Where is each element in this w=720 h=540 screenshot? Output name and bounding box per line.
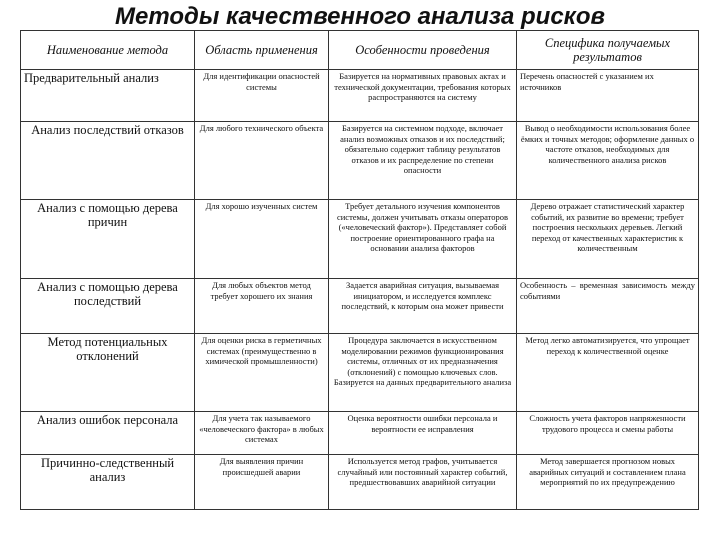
method-results: Метод завершается прогнозом новых аварийных ситуаций и составлением плана мероприятий по их предупреждению bbox=[517, 455, 699, 510]
table-row bbox=[21, 334, 699, 412]
method-features: Задается аварийная ситуация, вызываемая инициатором, и исследуется комплекс последствий, к которым она может привести bbox=[329, 279, 517, 334]
table-row bbox=[21, 279, 699, 334]
method-results: Сложность учета факторов напряженности трудового процесса и смены работы bbox=[517, 412, 699, 455]
application-area: Для любого технического объекта bbox=[195, 122, 329, 200]
application-area: Для хорошо изученных систем bbox=[195, 200, 329, 279]
application-area: Для любых объектов метод требует хорошего их знания bbox=[195, 279, 329, 334]
table-header-row bbox=[21, 31, 699, 70]
method-results: Перечень опасностей с указанием их источников bbox=[517, 70, 699, 122]
table-row bbox=[21, 455, 699, 510]
method-name: Предварительный анализ bbox=[21, 70, 195, 122]
header-results: Специфика получаемых результатов bbox=[517, 31, 699, 70]
method-name: Анализ последствий отказов bbox=[21, 122, 195, 200]
method-results: Вывод о необходимости использования более ёмких и точных методов; оформление данных о частоте отказов, необходимых для количественного анализа рисков bbox=[517, 122, 699, 200]
application-area: Для учета так называемого «человеческого фактора» в любых системах bbox=[195, 412, 329, 455]
method-features: Базируется на нормативных правовых актах и технической документации, требования которых распространяются на систему bbox=[329, 70, 517, 122]
header-features: Особенности проведения bbox=[329, 31, 517, 70]
methods-table bbox=[20, 30, 699, 510]
table-row bbox=[21, 70, 699, 122]
method-name: Анализ ошибок персонала bbox=[21, 412, 195, 455]
application-area: Для оценки риска в герметичных системах (преимущественно в химической промышленности) bbox=[195, 334, 329, 412]
method-features: Используется метод графов, учитывается случайный или постоянный характер событий, предшествовавших аварийной ситуации bbox=[329, 455, 517, 510]
header-method-name: Наименование метода bbox=[21, 31, 195, 70]
method-name: Метод потенциальных отклонений bbox=[21, 334, 195, 412]
application-area: Для идентификации опасностей системы bbox=[195, 70, 329, 122]
table-row bbox=[21, 200, 699, 279]
method-features: Процедура заключается в искусственном моделировании режимов функционирования системы, отличных от их предназначения (отклонений) с помощью ключевых слов. Базируется на данных предварительного анализа bbox=[329, 334, 517, 412]
method-name: Анализ с помощью дерева причин bbox=[21, 200, 195, 279]
page-title: Методы качественного анализа рисков bbox=[115, 3, 605, 30]
method-name: Причинно-следственный анализ bbox=[21, 455, 195, 510]
method-features: Оценка вероятности ошибки персонала и вероятности ее исправления bbox=[329, 412, 517, 455]
header-application-area: Область применения bbox=[195, 31, 329, 70]
table-row bbox=[21, 122, 699, 200]
method-results: Метод легко автоматизируется, что упрощает переход к количественной оценке bbox=[517, 334, 699, 412]
method-features: Требует детального изучения компонентов системы, должен учитывать отказы операторов («человеческий фактор»). Представляет собой построение ориентированного графа на основании анализа факторов bbox=[329, 200, 517, 279]
method-results: Особенность – временная зависимость между событиями bbox=[517, 279, 699, 334]
method-name: Анализ с помощью дерева последствий bbox=[21, 279, 195, 334]
application-area: Для выявления причин происшедшей аварии bbox=[195, 455, 329, 510]
method-features: Базируется на системном подходе, включает анализ возможных отказов и их последствий; обязательно содержит таблицу результатов отказов и их распределение по степени опасности bbox=[329, 122, 517, 200]
method-results: Дерево отражает статистический характер событий, их развитие во времени; требует построения нескольких деревьев. Легкий переход от качественных характеристик к количественным bbox=[517, 200, 699, 279]
table-row bbox=[21, 412, 699, 455]
